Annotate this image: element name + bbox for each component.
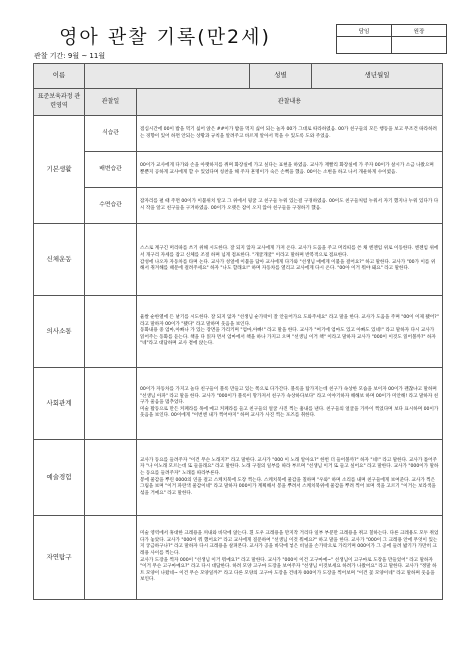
header-row	[34, 64, 443, 89]
date-cell	[85, 296, 137, 368]
period-value: 9월 ~ 11월	[67, 52, 106, 60]
table-row	[34, 368, 443, 440]
table-row	[34, 224, 443, 296]
observation-period	[34, 51, 105, 61]
observation-text: 점심시간에 00이 밥을 먹기 싫어 앉은 ##이가 밥을 먹지 싫어 되는 놀자 00가 그대로 따라하였음. 00가 친구들의 모든 행동을 보고 무조건 따라하려는 경향이 있어 하면 안되는 상황과 규칙을 알려주고 바르게 알아서 먹을 수 있도록 도와 주었음.	[137, 116, 443, 152]
period-label: 관찰 기간:	[34, 52, 66, 60]
observation-text: 미술 영역에서 휴대한 크레용을 꺼내와 바닥에 앉는다. 흰 도우 크레용을 만지작 거리다 일부 부분만 크레용을 쥐고 칠하는다. 다른 크레용도 모두 쥐었다가 놓았다. 교사가 "000이 뭐 했어요?" 라고 교사에게 질문하여 "선생님 이것 뭐예요?" 하고 말을 한다. 교사가 "000이 그 크레용 안에 무엇이 있는지 궁금하구나?" 라고 말하자 다시 크레용을 살펴본다. 교사가 공을 바닥에 넣은 비닐을 손가락으로 가리키며 000이가 그 공에 들려 밟기가 가만히 크레용 사이를 찍는다. 교사가 도장을 찍자 000이 "선생님 이거 뭐예요?" 라고 말한다. 교사가 "000이 이건 고구마예~" 선생님이 고구마로 도장을 만들었어" 라고 말하자 "이거 무슨 고구마예요?" 라고 다시 대답한다. 하려 모양 고구마 도장을 보여주자 "선생님 이것보세요 하려가 나왔어요" 라고 말한다. 교사가 "정말 하트 모양이 나왔네~ 이건 무슨 모양일까?" 라고 다른 모양의 고구마 도장을 건네자 000이가 도장을 찍어보며 "이건 꽃 모양이네" 라고 말하며 웃음을 보인다.	[137, 516, 443, 600]
area-cell: 예술경험	[34, 440, 85, 516]
observation-text: 율쌀 순한열에 든 낱기를 시도한다. 잘 되지 않자 "선생님 순가락이 잘 안들어가요 도와주세요" 라고 말을 한다. 교사가 도움을 주며 "00이 이제 됐어?" 라고 말하자 00이가 "됐다" 라고 말하며 웃음을 보인다. 동화내용 중 엄마,아빠나 가 있는 장면을 가리키며 "엄마,아빠!" 라고 말을 한다. 교사가 "여기에 엄마도 있고 아빠도 있네!" 라고 말하자 다시 교사가 읽어주는 동화를 듣는다. 책을 다 읽자 면서 엄마에서 책을 하나 가지고 오며 "선생님 이거 책" 이라고 말하자 교사가 "000이 이것도 읽어볼까?" 하자 "네"라고 대답하며 교사 곁에 앉는다.	[137, 296, 443, 368]
observation-text: 00이가 교사에게 다가와 손을 아랫하지를 쥐며 화장실에 가고 싶다는 표현을 하였음. 교사가 재빨리 화장실에 가 주자 00이가 살시가 소금 나왔으며 뿐뿐지 공하게 교사에게 할 수 있었다며 칭찬을 해 주자 흔명이가 숙은 손뼉을 했음. 00이는 소변을 하고 나서 개운하게 수이였음.	[137, 152, 443, 188]
gender-header: 성별	[250, 64, 312, 89]
name-value-cell	[85, 64, 250, 89]
area-header: 표준보육과정 관련영역	[34, 89, 85, 116]
document-title: 영아 관찰 기록(만2세)	[59, 26, 271, 48]
date-header: 관찰일	[85, 89, 137, 116]
area-cell: 신체운동	[34, 224, 85, 296]
observation-text: 스스로 계구긴 머리따를 쓰기 위해 시도한다. 잘 되지 않자 교사에게 가져 온다. 교사가 도움을 주고 머리띠를 쓴 채 엔젠임 위로 이동한다. 엔젠임 위에서 개구리 자세를 잡고 신체를 조절 하며 넘게 점프한다. "개굴개굴" 이라고 말하며 반복적으로 점프한다. 감성에 나오자 자동차를 타며 논다. 교사가 성얼에 이불을 담아 교사에게 다가와 "선생님 애에게 이불을 걸어요?" 하고 말한다. 교사가 "00가 이를 위해서 취겨해를 때문에 걸려주세요" 하자 "나도 할래요!" 하며 자동차를 열리고 교사에게 다시 온다. "00아 이거 뭐야 돼요" 라고 말한다.	[137, 224, 443, 296]
signature-box	[336, 24, 447, 54]
homeroom-label: 담임	[337, 25, 392, 37]
area-cell: 기본생활	[34, 116, 85, 224]
observation-text: 00이가 자동차를 가지고 놀다 친구들이 블록 만들고 있는 쪽으로 다가간다. 블록을 탑가지는데 친구가 속상한 모습을 보이자 00이가 괜찮냐고 말하며 "선생님 아파" 라고 말을 한다. 교사가 "000이가 블록이 망가져서 친구가 속상하다보다" 라고 이야기하자 해해보 하며 00이가 미안해! 라고 말하자 친구가 울음을 멈추었다. 미술 활동으로 만든 커페라를 목에 메고 커페라를 들고 친구들의 얼굴 사진 찍는 흉내를 낸다. 친구들의 얼굴을 가까이 찍었다며 보다 표시하며 00이가 웃음을 보인다. 00이에게 "이번엔 내가 찍어야지" 하며 교사가 사진 찍는 포즈를 취한다.	[137, 368, 443, 440]
content-header: 관찰내용	[137, 89, 443, 116]
area-cell: 사회관계	[34, 368, 85, 440]
table-row	[34, 152, 443, 188]
subarea-cell: 식습관	[85, 116, 137, 152]
date-cell	[85, 368, 137, 440]
table-row	[34, 116, 443, 152]
director-label: 원장	[392, 25, 447, 37]
homeroom-sign-cell	[337, 37, 392, 54]
area-cell: 의사소통	[34, 296, 85, 368]
date-cell	[85, 516, 137, 600]
name-header: 이름	[34, 64, 85, 89]
birthday-header: 생년월일	[312, 64, 443, 89]
table-row	[34, 516, 443, 600]
table-row	[34, 296, 443, 368]
subarea-cell: 수면습관	[85, 188, 137, 224]
date-cell	[85, 224, 137, 296]
table-row	[34, 440, 443, 516]
observation-text: 잠자리를 펼 때 주면 00이가 이불위치 알고 그 위에서 뒹굴 고 친구들 누워 있는걸 구경하였음. 00이도 친구들처럼 누워서 자기 했지나 누워 있다가 다시 작을 알고 친구들을 구겨하였음. 00이가 오랫은 잠이 오지 않아 친구들을 구경하기 했음.	[137, 188, 443, 224]
observation-text: 교사가 동요를 들려주자 "이건 무슨 노래지?" 라고 말한다. 교사가 "000 이 노래 알아요?" 한번 더 들어볼까?" 하자 "네!" 라고 말한다. 교사가 틀어주자 "나 이노래 모르는데 또 들을래요" 라고 말한다. 노래 구절의 일부를 따라 부르며 "선생님 이거 또 들고 싶어요" 라고 말한다. 교사가 "000이가 말하는 동요를 들려주자" 노래를 따라부른다. 봉에 물감을 뿌린 0000의 연을 걸고 스케치북에 도장 찍는다. 스케치북에 물감을 칠하며 "우와" 하며 소리를 내며 친구들에게 보여준다. 교사가 찍은 그림을 보며 "이거 파란색 물감이네" 라고 말하자 000이가 계획해서 봉을 뿌려서 스케치북위에 물감을 뿌려 찍어 보며 색을 고르기 "이거는 보라색을 섞을 거예요" 라고 말한다.	[137, 440, 443, 516]
director-sign-cell	[392, 37, 447, 54]
date-cell	[85, 440, 137, 516]
subheader-row	[34, 89, 443, 116]
table-row	[34, 188, 443, 224]
subarea-cell: 배변습관	[85, 152, 137, 188]
observation-table	[33, 63, 443, 600]
area-cell: 자연탐구	[34, 516, 85, 600]
